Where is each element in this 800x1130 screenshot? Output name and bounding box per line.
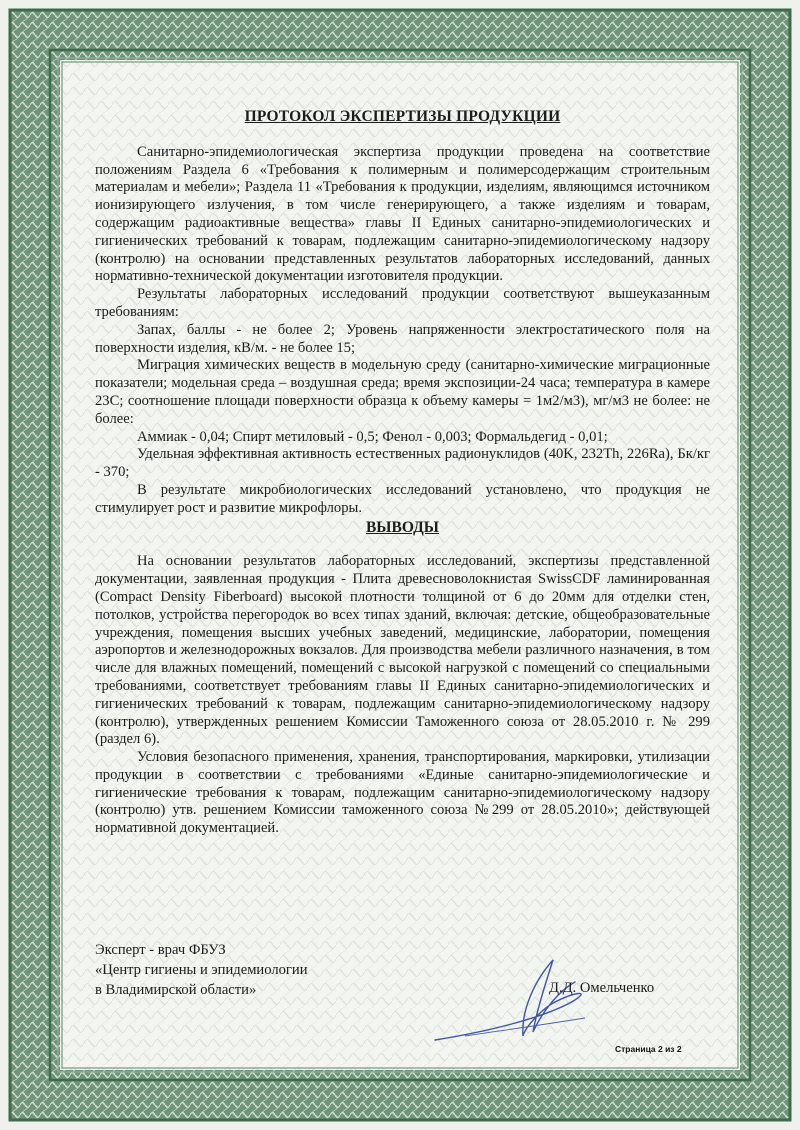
odor-paragraph: Запах, баллы - не более 2; Уровень напряженности электростатического поля на поверхности изделия, кВ/м. - не более 15; bbox=[95, 321, 710, 356]
conditions-paragraph: Условия безопасного применения, хранения, транспортирования, маркировки, утилизации продукции в соответствии с требованиями «Единые санитарно-эпидемиологические и гигиенические требования к товарам, подлежащим санитарно-эпидемиологическому надзору (контролю) утв. решением Комиссии таможенного союза №299 от 28.05.2010»; действующей нормативной документацией. bbox=[95, 749, 710, 837]
expert-affiliation bbox=[95, 940, 308, 1000]
signature-block bbox=[95, 940, 710, 1050]
results-paragraph: Результаты лабораторных исследований продукции соответствуют вышеуказанным требованиям: bbox=[95, 286, 710, 320]
conclusion-paragraph: На основании результатов лабораторных исследований, экспертизы представленной документации, заявленная продукция - Плита древесноволокнистая SwissCDF ламинированная (Compact Density Fiberboard) высокой плотности толщиной от 6 до 20мм для отделки стен, потолков, устройства перегородок во всех типах зданий, включая: детские, общеобразовательные учреждения, помещения высших учебных заведений, медицинские, лаборатории, помещения аэропортов и железнодорожных вокзалов. Для производства мебели различного назначения, в том числе для влажных помещений, помещений с высокой нагрузкой с помещений со специальными требованиями, соответствует требованиям главы II Единых санитарно-эпидемиологических и гигиенических требований к товарам, подлежащим санитарно-эпидемиологическому надзору (контролю), утвержденных решением Комиссии Таможенного союза от 28.05.2010 г. № 299 (раздел 6). bbox=[95, 553, 710, 748]
conclusions-heading: ВЫВОДЫ bbox=[365, 518, 440, 536]
page-number: Страница 2 из 2 bbox=[615, 1044, 682, 1054]
microbiology-paragraph: В результате микробиологических исследований установлено, что продукция не стимулирует рост и развитие микрофлоры. bbox=[95, 481, 710, 516]
expert-title: Эксперт - врач ФБУЗ bbox=[95, 942, 226, 958]
migration-paragraph: Миграция химических веществ в модельную среду (санитарно-химические миграционные показатели; модельная среда – воздушная среда; время экспозиции-24 часа; температура в камере 23С; соотношение площади поверхности образца к объему камеры = 1м2/м3), мг/м3 не более: не более: bbox=[95, 357, 710, 427]
expert-organization: «Центр гигиены и эпидемиологии bbox=[95, 962, 308, 978]
radionuclides-paragraph: Удельная эффективная активность естественных радионуклидов (40K, 232Th, 226Ra), Бк/кг - 370; bbox=[95, 446, 710, 481]
expert-name: Д.Д. Омельченко bbox=[549, 980, 655, 996]
document-title: ПРОТОКОЛ ЭКСПЕРТИЗЫ ПРОДУКЦИИ bbox=[244, 108, 561, 125]
expert-region: в Владимирской области» bbox=[95, 982, 257, 998]
chemicals-paragraph: Аммиак - 0,04; Спирт метиловый - 0,5; Фенол - 0,003; Формальдегид - 0,01; bbox=[137, 428, 608, 445]
document-body bbox=[95, 100, 710, 1075]
intro-paragraph: Санитарно-эпидемиологическая экспертиза продукции проведена на соответствие положениям Раздела 6 «Требования к полимерным и полимерсодержащим строительным материалам и мебели»; Раздела 11 «Требования к продукции, изделиям, являющимся источником ионизирующего излучения, в том числе генерирующего, а также изделиям и товарам, содержащим радиоактивные вещества» главы II Единых санитарно-эпидемиологических и гигиенических требований к товарам, подлежащим санитарно-эпидемиологическому надзору (контролю) на основании представленных результатов лабораторных исследований, данных нормативно-технической документации изготовителя продукции. bbox=[95, 143, 710, 285]
